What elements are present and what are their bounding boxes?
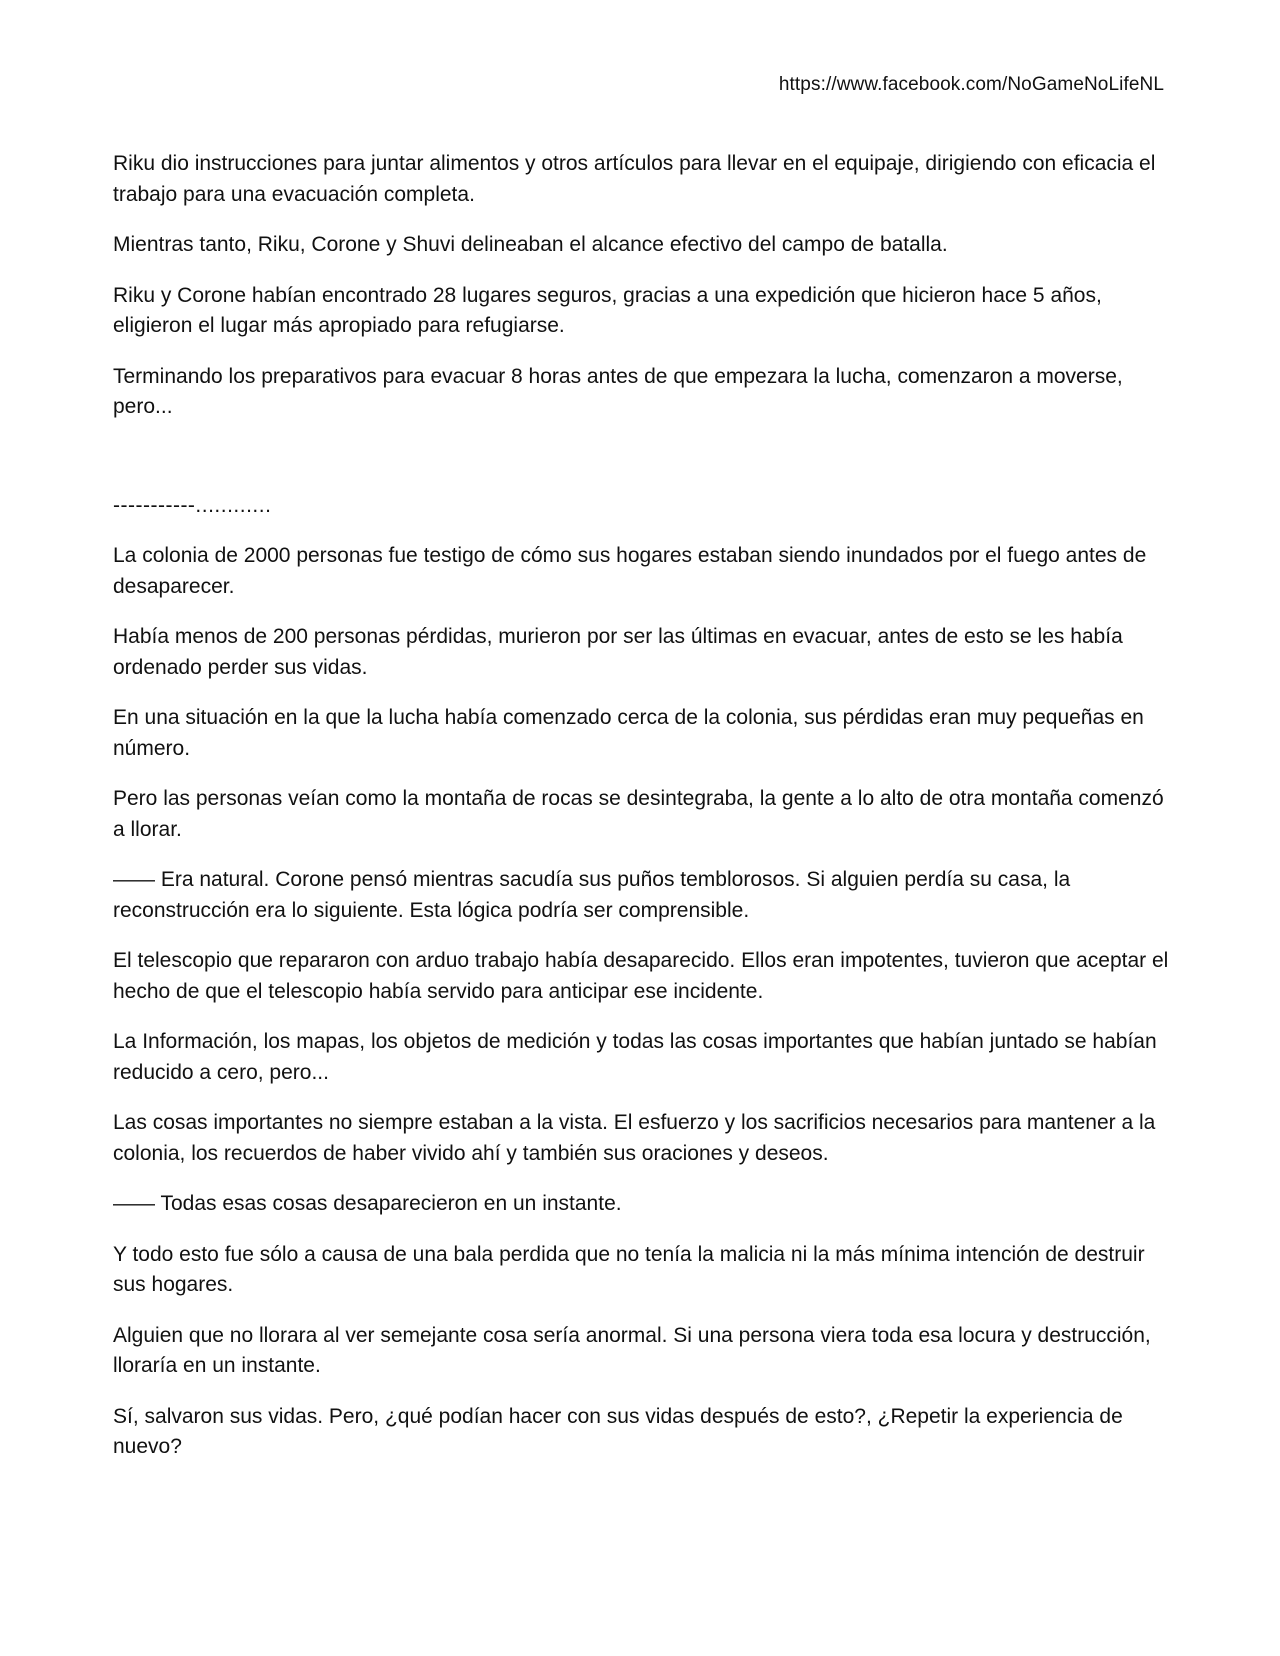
paragraph: En una situación en la que la lucha había comenzado cerca de la colonia, sus pérdidas eran muy pequeñas en número. xyxy=(113,706,1144,760)
paragraph: Riku y Corone habían encontrado 28 lugares seguros, gracias a una expedición que hicieron hace 5 años, eligieron el lugar más apropiado para refugiarse. xyxy=(113,283,1102,337)
paragraph: Había menos de 200 personas pérdidas, murieron por ser las últimas en evacuar, antes de esto se les había ordenado perder sus vidas. xyxy=(113,625,1123,679)
paragraph: —— Todas esas cosas desaparecieron en un instante. xyxy=(113,1192,622,1215)
paragraph: Y todo esto fue sólo a causa de una bala perdida que no tenía la malicia ni la más mínima intención de destruir sus hogares. xyxy=(113,1242,1145,1296)
paragraph: Terminando los preparativos para evacuar 8 horas antes de que empezara la lucha, comenzaron a moverse, pero... xyxy=(113,364,1123,418)
section-gap xyxy=(113,443,1173,491)
paragraph: El telescopio que repararon con arduo trabajo había desaparecido. Ellos eran impotentes, tuvieron que aceptar el hecho de que el telescopio había servido para anticipar ese incidente. xyxy=(113,949,1169,1003)
scene-divider: -----------............ xyxy=(113,493,272,517)
paragraph: Sí, salvaron sus vidas. Pero, ¿qué podían hacer con sus vidas después de esto?, ¿Repetir la experiencia de nuevo? xyxy=(113,1404,1123,1458)
paragraph: Riku dio instrucciones para juntar alimentos y otros artículos para llevar en el equipaje, dirigiendo con eficacia el trabajo para una evacuación completa. xyxy=(113,152,1156,206)
paragraph: Mientras tanto, Riku, Corone y Shuvi delineaban el alcance efectivo del campo de batalla. xyxy=(113,233,948,256)
paragraph: Las cosas importantes no siempre estaban a la vista. El esfuerzo y los sacrificios necesarios para mantener a la colonia, los recuerdos de haber vivido ahí y también sus oraciones y deseos. xyxy=(113,1111,1156,1165)
header-url: https://www.facebook.com/NoGameNoLifeNL xyxy=(778,74,1164,95)
paragraph: Pero las personas veían como la montaña de rocas se desintegraba, la gente a lo alto de otra montaña comenzó a llorar. xyxy=(113,787,1164,841)
document-body xyxy=(113,149,1173,1483)
paragraph: —— Era natural. Corone pensó mientras sacudía sus puños temblorosos. Si alguien perdía su casa, la reconstrucción era lo siguiente. Esta lógica podría ser comprensible. xyxy=(113,868,1071,922)
paragraph: Alguien que no llorara al ver semejante cosa sería anormal. Si una persona viera toda esa locura y destrucción, lloraría en un instante. xyxy=(113,1323,1151,1377)
paragraph: La Información, los mapas, los objetos de medición y todas las cosas importantes que habían juntado se habían reducido a cero, pero... xyxy=(113,1030,1157,1084)
paragraph: La colonia de 2000 personas fue testigo de cómo sus hogares estaban siendo inundados por el fuego antes de desaparecer. xyxy=(113,544,1147,598)
